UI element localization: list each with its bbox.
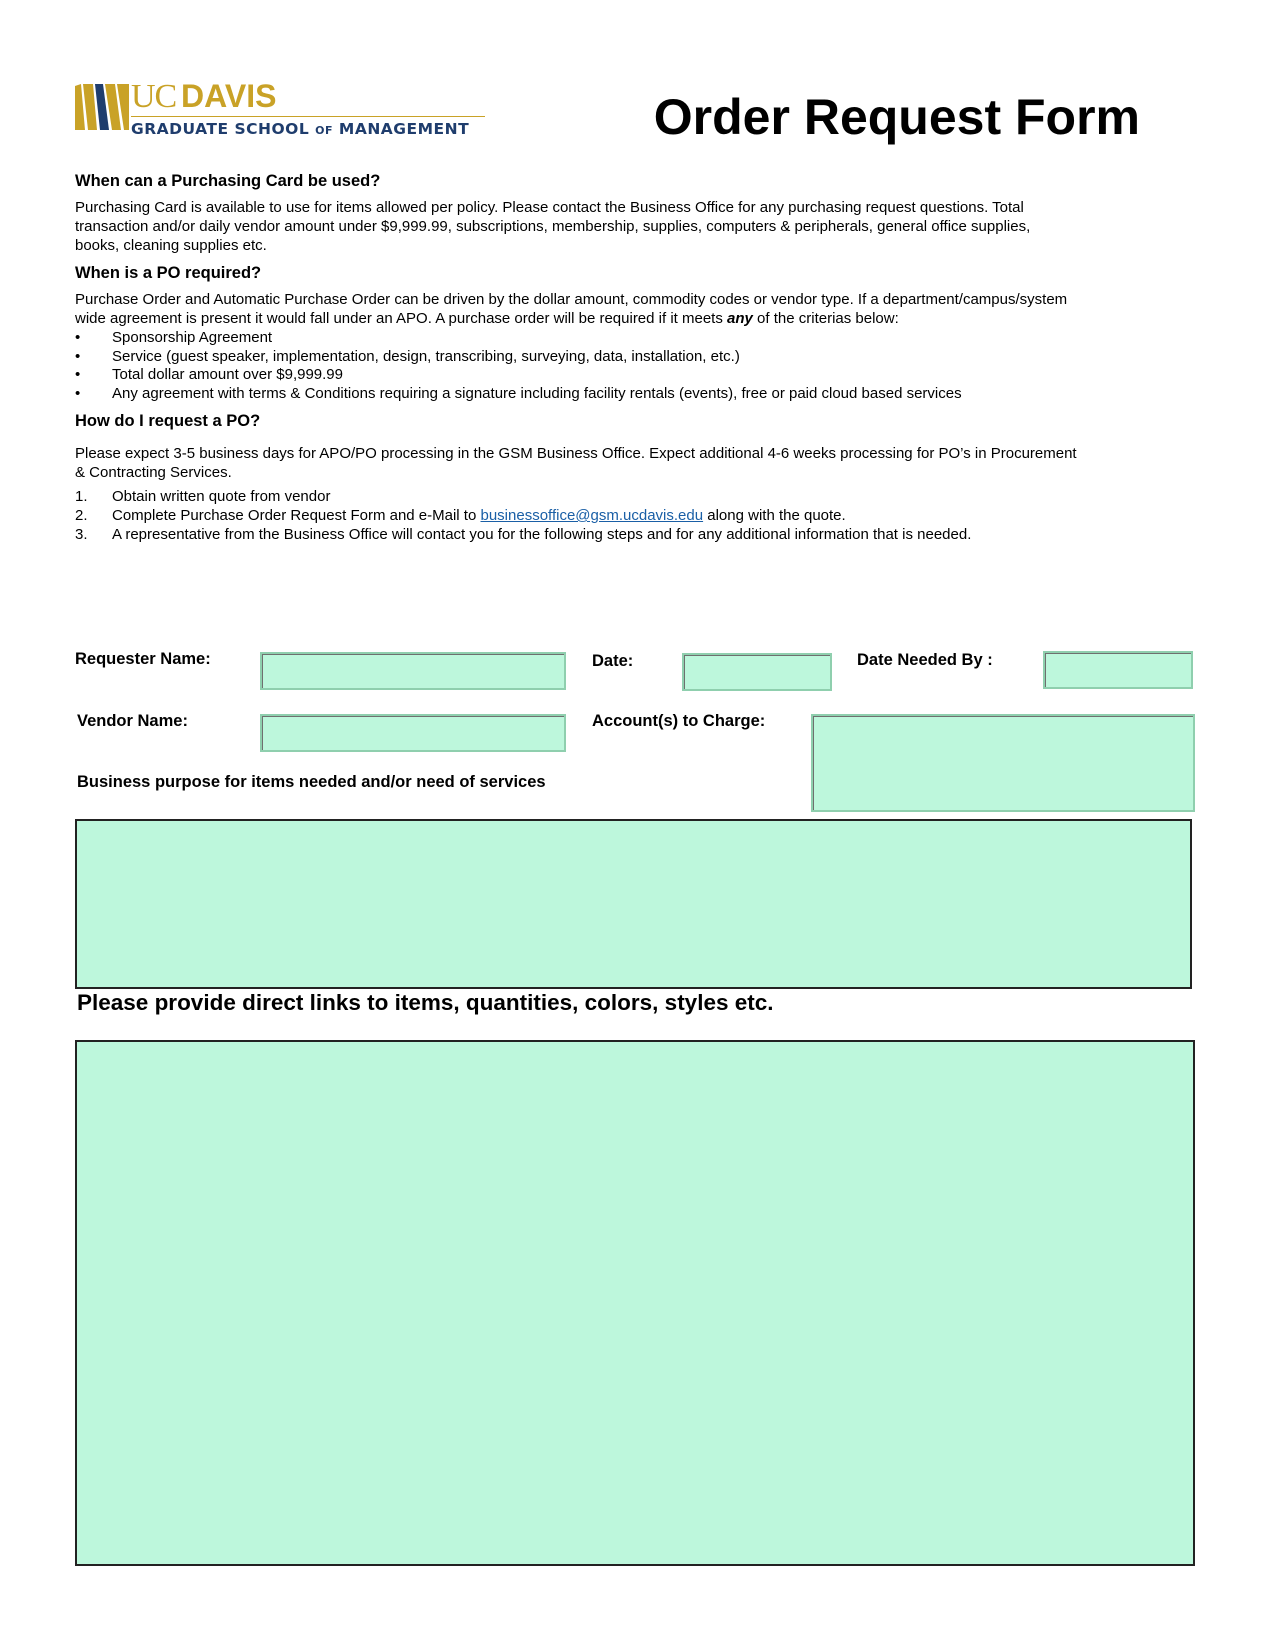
section-text-po-required: Purchase Order and Automatic Purchase Order can be driven by the dollar amount, commodity codes or vendor type. If a department/campus/system wide agreement is present it would fall under an APO. A purchase order will be required if it meets any of the criterias below: (75, 291, 1068, 327)
business-purpose-textarea[interactable] (75, 819, 1192, 989)
business-office-email-link[interactable]: businessoffice@gsm.ucdavis.edu (480, 507, 704, 524)
list-item: 1. Obtain written quote from vendor (75, 488, 331, 505)
date-label: Date: (592, 652, 634, 670)
date-needed-input[interactable] (1043, 651, 1193, 689)
list-item: • Any agreement with terms & Conditions requiring a signature including facility rentals (events), free or paid cloud based services (75, 385, 962, 402)
list-item: 2. Complete Purchase Order Request Form and e-Mail to businessoffice@gsm.ucdavis.edu along with the quote. (75, 507, 846, 524)
list-item: 3. A representative from the Business Office will contact you for the following steps and for any additional information that is needed. (75, 526, 972, 543)
section-text-request-po: Please expect 3-5 business days for APO/PO processing in the GSM Business Office. Expect additional 4-6 weeks processing for PO’s in Procurement & Contracting Services. (75, 445, 1077, 481)
business-purpose-label: Business purpose for items needed and/or need of services (77, 773, 546, 791)
section-heading-request-po: How do I request a PO? (75, 412, 261, 430)
logo-subtitle: GRADUATE SCHOOL OF MANAGEMENT (131, 120, 470, 138)
section-heading-pcard: When can a Purchasing Card be used? (75, 172, 381, 190)
account-charge-input[interactable] (811, 714, 1195, 812)
requester-name-label: Requester Name: (75, 650, 211, 668)
requester-name-input[interactable] (260, 652, 566, 690)
logo-uc: UC (131, 78, 177, 115)
list-item: • Total dollar amount over $9,999.99 (75, 366, 343, 383)
item-links-label: Please provide direct links to items, quantities, colors, styles etc. (77, 990, 774, 1015)
list-item: • Service (guest speaker, implementation, design, transcribing, surveying, data, installation, etc.) (75, 348, 740, 365)
account-charge-label: Account(s) to Charge: (592, 712, 766, 730)
date-input[interactable] (682, 653, 832, 691)
vendor-name-label: Vendor Name: (77, 712, 188, 730)
logo-rays-icon (75, 84, 129, 130)
logo-davis: DAVIS (181, 78, 277, 114)
list-item: • Sponsorship Agreement (75, 329, 273, 346)
vendor-name-input[interactable] (260, 714, 566, 752)
date-needed-label: Date Needed By : (857, 651, 993, 669)
section-heading-po-required: When is a PO required? (75, 264, 262, 282)
item-links-textarea[interactable] (75, 1040, 1195, 1566)
section-text-pcard: Purchasing Card is available to use for items allowed per policy. Please contact the Business Office for any purchasing request questions. Total transaction and/or daily vendor amount under $9,999.99, subscriptions, membership, supplies, computers & peripherals, general office supplies, books, cleaning supplies etc. (75, 199, 1031, 254)
ucdavis-gsm-logo (75, 78, 485, 140)
logo-rule (131, 116, 485, 117)
page-title: Order Request Form (653, 89, 1140, 145)
